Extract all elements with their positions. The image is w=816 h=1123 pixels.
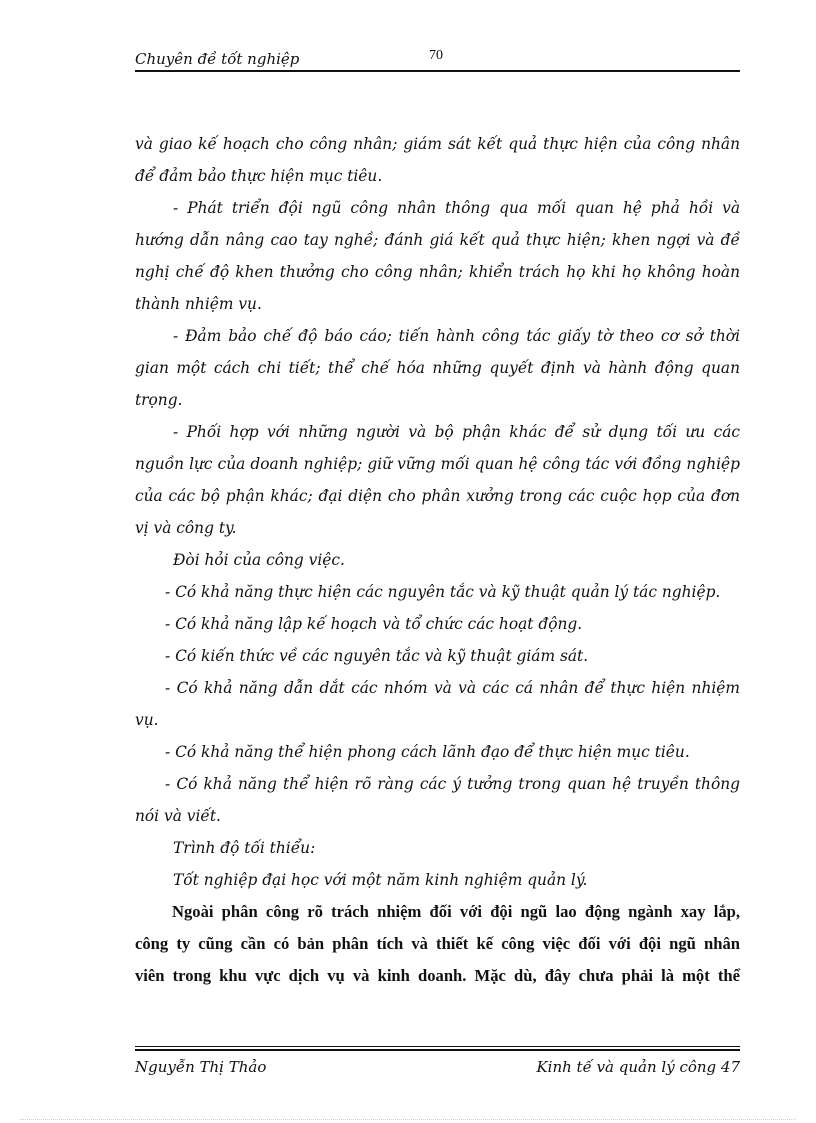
list-item: - Có kiến thức về các nguyên tắc và kỹ thuật giám sát. bbox=[165, 647, 589, 665]
page-number: 70 bbox=[429, 48, 443, 63]
text-line: công ty cũng cần có bản phân tích và thiết kế công việc đối với đội ngũ nhân bbox=[135, 934, 740, 953]
body-text bbox=[135, 128, 740, 992]
text-line: nguồn lực của doanh nghiệp; giữ vững mối quan hệ công tác với đồng nghiệp bbox=[135, 455, 740, 473]
list-item: - Có khả năng thể hiện phong cách lãnh đạo để thực hiện mục tiêu. bbox=[165, 743, 690, 761]
text-line: - Đảm bảo chế độ báo cáo; tiến hành công tác giấy tờ theo cơ sở thời bbox=[173, 327, 740, 345]
text-line: hướng dẫn nâng cao tay nghề; đánh giá kết quả thực hiện; khen ngợi và đề bbox=[135, 231, 740, 249]
text-line: vị và công ty. bbox=[135, 519, 237, 537]
list-item: - Có khả năng thể hiện rõ ràng các ý tưởng trong quan hệ truyền thông bbox=[165, 775, 740, 793]
text-line: của các bộ phận khác; đại diện cho phân xưởng trong các cuộc họp của đơn bbox=[135, 487, 740, 505]
text-line: thành nhiệm vụ. bbox=[135, 295, 262, 313]
text-line: gian một cách chi tiết; thể chế hóa những quyết định và hành động quan bbox=[135, 359, 740, 377]
text-line: vụ. bbox=[135, 711, 159, 729]
text-line: viên trong khu vực dịch vụ và kinh doanh. Mặc dù, đây chưa phải là một thể bbox=[135, 966, 740, 985]
text-line: trọng. bbox=[135, 391, 183, 409]
page-bottom-border bbox=[20, 1119, 796, 1120]
text-line: nghị chế độ khen thưởng cho công nhân; khiển trách họ khi họ không hoàn bbox=[135, 263, 740, 281]
text-line: nói và viết. bbox=[135, 807, 221, 825]
footer-rule bbox=[135, 1046, 740, 1047]
text-line: - Phối hợp với những người và bộ phận khác để sử dụng tối ưu các bbox=[173, 423, 740, 441]
footer-rule bbox=[135, 1049, 740, 1051]
header-title: Chuyên đề tốt nghiệp bbox=[135, 50, 300, 68]
header-rule bbox=[135, 70, 740, 72]
text-line: - Phát triển đội ngũ công nhân thông qua mối quan hệ phả hồi và bbox=[173, 199, 740, 217]
text-line: Tốt nghiệp đại học với một năm kinh nghiệm quản lý. bbox=[173, 871, 588, 889]
footer-department: Kinh tế và quản lý công 47 bbox=[536, 1058, 740, 1076]
section-heading: Trình độ tối thiểu: bbox=[173, 839, 316, 857]
page-header bbox=[135, 46, 740, 74]
list-item: - Có khả năng thực hiện các nguyên tắc và kỹ thuật quản lý tác nghiệp. bbox=[165, 583, 721, 601]
text-line: để đảm bảo thực hiện mục tiêu. bbox=[135, 167, 383, 185]
text-line: Ngoài phân công rõ trách nhiệm đối với đội ngũ lao động ngành xay lắp, bbox=[172, 902, 740, 921]
list-item: - Có khả năng dẫn dắt các nhóm và và các cá nhân để thực hiện nhiệm bbox=[165, 679, 740, 697]
text-line: và giao kế hoạch cho công nhân; giám sát kết quả thực hiện của công nhân bbox=[135, 135, 740, 153]
footer-author: Nguyễn Thị Thảo bbox=[135, 1058, 267, 1076]
list-item: - Có khả năng lập kế hoạch và tổ chức các hoạt động. bbox=[165, 615, 583, 633]
section-heading: Đòi hỏi của công việc. bbox=[173, 551, 345, 569]
